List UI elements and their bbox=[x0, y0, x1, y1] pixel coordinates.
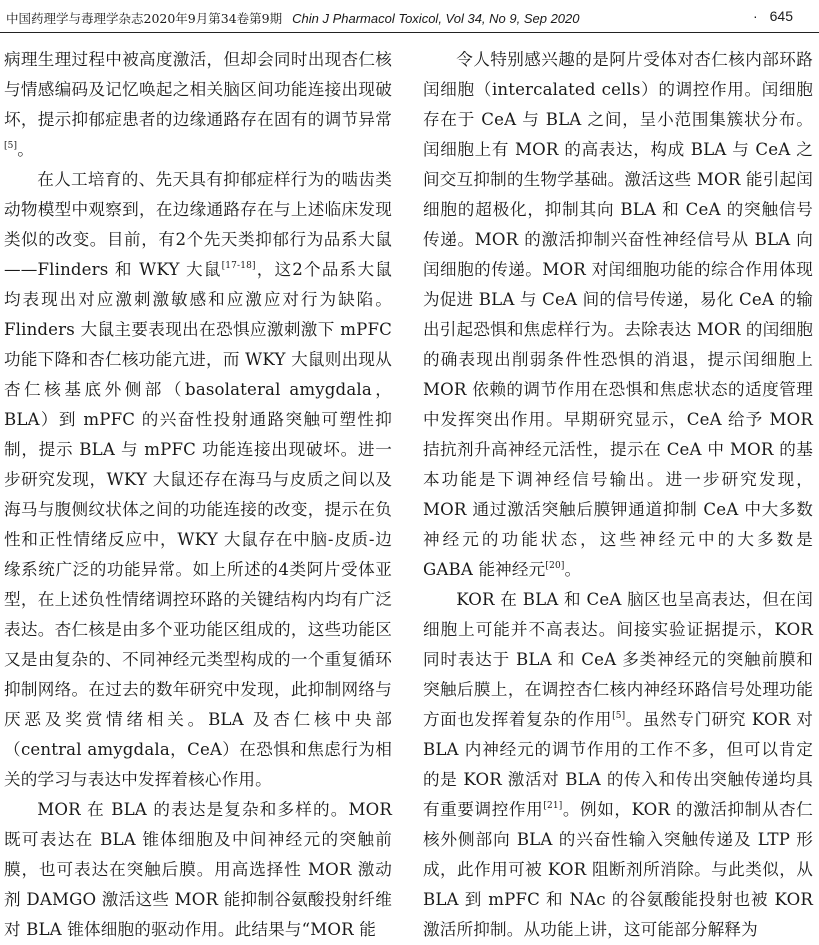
citation-ref: [5] bbox=[4, 141, 18, 151]
paragraph bbox=[423, 585, 813, 945]
paragraph bbox=[4, 795, 392, 945]
paragraph bbox=[4, 165, 392, 795]
citation-ref: [21] bbox=[543, 801, 563, 811]
paragraph-text: 令人特别感兴趣的是阿片受体对杏仁核内部环路闰细胞（intercalated cells）的调控作用。闰细胞存在于 CeA 与 BLA 之间，呈小范围集簇状分布。闰细胞上有 MOR 的高表达，构成 BLA 与 CeA 之间交互抑制的生物学基础。激活这些 MOR 能引起闰细胞的超极化，抑制其向 BLA 和 CeA 的突触信号传递。MOR 的激活抑制兴奋性神经信号从 BLA 向闰细胞的传递。MOR 对闰细胞功能的综合作用体现为促进 BLA 与 CeA 间的信号传递，易化 CeA 的输出引起恐惧和焦虑样行为。去除表达 MOR 的闰细胞的确表现出削弱条件性恐惧的消退，提示闰细胞上 MOR 依赖的调节作用在恐惧和焦虑状态的适度管理中发挥突出作用。早期研究显示，CeA 给予 MOR 拮抗剂升高神经元活性，提示在 CeA 中 MOR 的基本功能是下调神经信号输出。进一步研究发现，MOR 通过激活突触后膜钾通道抑制 CeA 中大多数神经元的功能状态，这些神经元中的大多数是 GABA 能神经元 bbox=[423, 50, 813, 579]
left-column bbox=[4, 45, 392, 939]
paragraph bbox=[4, 45, 392, 165]
paragraph-text: 。虽然专门研究 KOR 对 BLA 内神经元的调节作用的工作不多，但可以肯定的是 KOR 激活对 BLA 的传入和传出突触传递均具有重要调控作用 bbox=[423, 710, 813, 819]
citation-ref: [17-18] bbox=[221, 261, 256, 271]
paragraph-text: ，这2个品系大鼠均表现出对应激刺激敏感和应激应对行为缺陷。Flinders 大鼠主要表现出在恐惧应激刺激下 mPFC 功能下降和杏仁核功能亢进，而 WKY 大鼠则出现从杏仁核基底外侧部（basolateral amygdala，BLA）到 mPFC 的兴奋性投射通路突触可塑性抑制，提示 BLA 与 mPFC 功能连接出现破坏。进一步研究发现，WKY 大鼠还存在海马与皮质之间以及海马与腹侧纹状体之间的功能连接的改变，提示在负性和正性情绪反应中，WKY 大鼠存在中脑-皮质-边缘系统广泛的功能异常。如上所述的4类阿片受体亚型，在上述负性情绪调控环路的关键结构内均有广泛表达。杏仁核是由多个亚功能区组成的，这些功能区又是由复杂的、不同神经元类型构成的一个重复循环抑制网络。在过去的数年研究中发现，此抑制网络与厌恶及奖赏情绪相关。BLA 及杏仁核中央部（central amygdala，CeA）在恐惧和焦虑行为相关的学习与表达中发挥着核心作用。 bbox=[4, 260, 392, 789]
journal-title-cn: 中国药理学与毒理学杂志2020年9月第34卷第9期 bbox=[6, 11, 283, 26]
citation-ref: [5] bbox=[612, 711, 626, 721]
paragraph-text: 。例如，KOR 的激活抑制从杏仁核外侧部向 BLA 的兴奋性输入突触传递及 LTP 形成，此作用可被 KOR 阻断剂所消除。与此类似，从 BLA 到 mPFC 和 NAc 的谷氨酸能投射也被 KOR 激活所抑制。从功能上讲，这可能部分解释为 bbox=[423, 800, 813, 939]
journal-title-en: Chin J Pharmacol Toxicol, Vol 34, No 9, Sep 2020 bbox=[292, 11, 580, 26]
paragraph bbox=[423, 45, 813, 585]
running-header bbox=[0, 0, 819, 34]
page-bullet: · bbox=[752, 8, 758, 24]
paragraph-text: 在人工培育的、先天具有抑郁症样行为的啮齿类动物模型中观察到，在边缘通路存在与上述临床发现类似的改变。目前，有2个先天类抑郁行为品系大鼠——Flinders 和 WKY 大鼠 bbox=[4, 170, 392, 279]
paragraph-text: MOR 在 BLA 的表达是复杂和多样的。MOR 既可表达在 BLA 锥体细胞及中间神经元的突触前膜，也可表达在突触后膜。用高选择性 MOR 激动剂 DAMGO 激活这些 MOR 能抑制谷氨酸投射纤维对 BLA 锥体细胞的驱动作用。此结果与“MOR 能 bbox=[4, 800, 392, 939]
citation-ref: [20] bbox=[545, 561, 565, 571]
paragraph-text: KOR 在 BLA 和 CeA 脑区也呈高表达，但在闰细胞上可能并不高表达。间接实验证据提示，KOR 同时表达于 BLA 和 CeA 多类神经元的突触前膜和突触后膜上，在调控杏仁核内神经环路信号处理功能方面也发挥着复杂的作用 bbox=[423, 590, 813, 729]
header-rule bbox=[0, 32, 819, 33]
journal-citation bbox=[6, 9, 580, 27]
paragraph-text: 。 bbox=[564, 560, 582, 579]
page-number: 645 bbox=[769, 8, 793, 24]
paragraph-text: 病理生理过程中被高度激活，但却会同时出现杏仁核与情感编码及记忆唤起之相关脑区间功能连接出现破坏，提示抑郁症患者的边缘通路存在固有的调节异常 bbox=[4, 50, 392, 129]
paragraph-text: 。 bbox=[17, 140, 34, 159]
right-column bbox=[423, 45, 813, 939]
page-number-block bbox=[753, 8, 793, 24]
